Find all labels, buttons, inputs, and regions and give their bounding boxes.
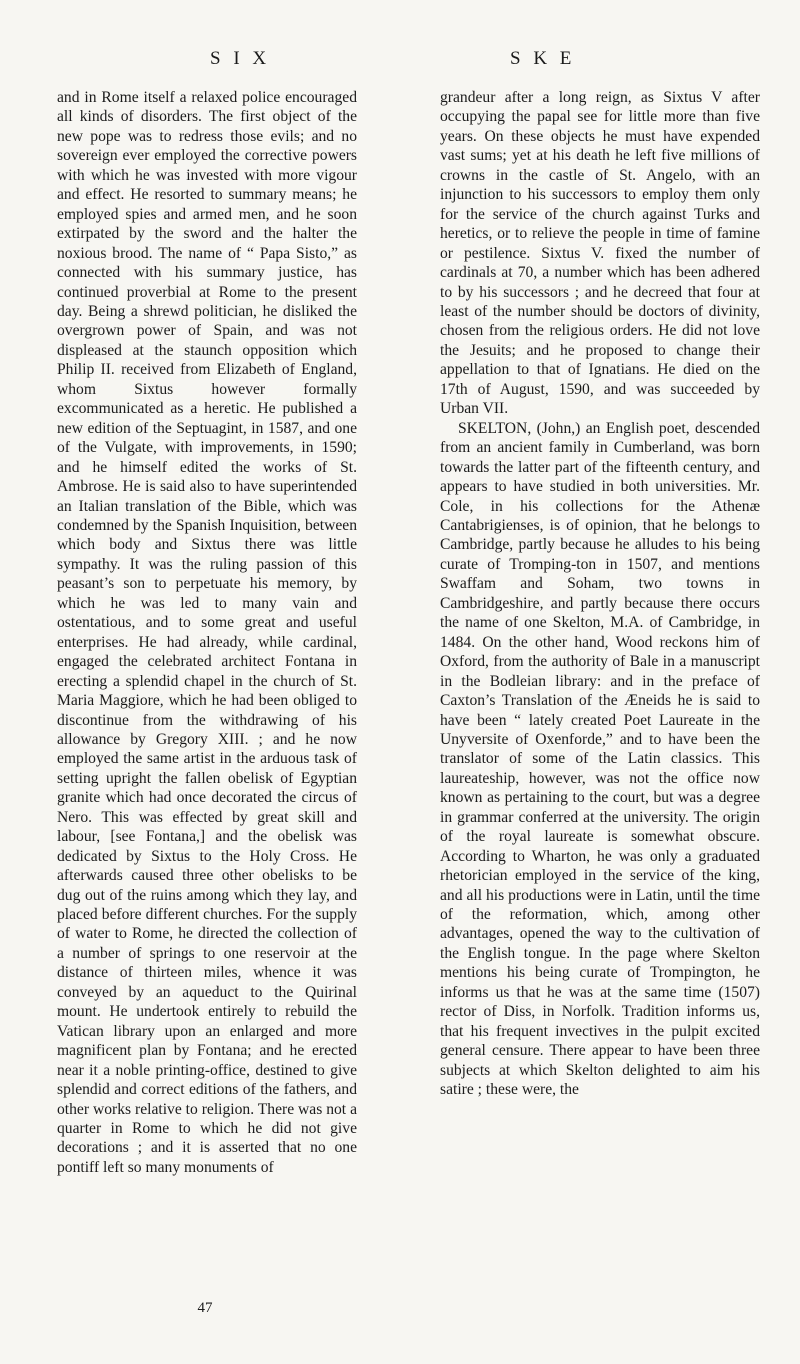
page-number: 47	[197, 1300, 213, 1316]
skelton-entry-paragraph: SKELTON, (John,) an English poet, descended from an ancient family in Cumberland, was born towards the latter part of the fifteenth century, and appears to have studied in both universities. Mr. Cole, in his collections for the Athenæ Cantabrigienses, is of opinion, that he belongs to Cambridge, partly because he alludes to his being curate of Tromping-ton in 1507, and mentions Swaffam and Soham, two towns in Cambridgeshire, and partly because there occurs the name of one Skelton, M.A. of Cambridge, in 1484. On the other hand, Wood reckons him of Oxford, from the authority of Bale in a manuscript in the Bodleian library: and in the preface of Caxton’s Translation of the Æneids he is said to have been “ lately created Poet Laureate in the Unyversite of Oxenforde,” and to have been the translator of some of the Latin classics. This laureateship, however, was not the office now known as pertaining to the court, but was a degree in grammar conferred at the university. The origin of the royal laureate is somewhat obscure. According to Wharton, he was only a graduated rhetorician employed in the service of the king, and all his productions were in Latin, until the time of the reformation, which, among other advantages, opened the way to the cultivation of the English tongue. In the page where Skelton mentions his being curate of Trompington, he informs us that he was at the same time (1507) rector of Diss, in Norfolk. Tradition informs us, that his frequent invectives in the pulpit excited general censure. There appear to have been three subjects at which Skelton delighted to aim his satire ; these were, the	[440, 419, 760, 1099]
right-column	[440, 88, 760, 1100]
left-column-paragraph: and in Rome itself a relaxed police encouraged all kinds of disorders. The first object of the new pope was to redress those evils; and no sovereign ever employed the corrective powers with which he was invested with more vigour and effect. He resorted to summary means; he employed spies and armed men, and he soon extirpated by the sword and the halter the noxious brood. The name of “ Papa Sisto,” as connected with his summary justice, has continued proverbial at Rome to the present day. Being a shrewd politician, he disliked the overgrown power of Spain, and was not displeased at the staunch opposition which Philip II. received from Elizabeth of England, whom Sixtus however formally excommunicated as a heretic. He published a new edition of the Septuagint, in 1587, and one of the Vulgate, with improvements, in 1590; and he himself edited the works of St. Ambrose. He is said also to have superintended an Italian translation of the Bible, which was condemned by the Spanish Inquisition, between which body and Sixtus there was little sympathy. It was the ruling passion of this peasant’s son to perpetuate his memory, by which he was led to many vain and ostentatious, and to some great and useful enterprises. He had already, while cardinal, engaged the celebrated architect Fontana in erecting a splendid chapel in the church of St. Maria Maggiore, which he had been obliged to discontinue from the withdrawing of his allowance by Gregory XIII. ; and he now employed the same artist in the arduous task of setting upright the fallen obelisk of Egyptian granite which had once decorated the circus of Nero. This was effected by great skill and labour, [see Fontana,] and the obelisk was dedicated by Sixtus to the Holy Cross. He afterwards caused three other obelisks to be dug out of the ruins among which they lay, and placed before different churches. For the supply of water to Rome, he directed the collection of a number of springs to one reservoir at the distance of thirteen miles, whence it was conveyed by an aqueduct to the Quirinal mount. He undertook entirely to rebuild the Vatican library upon an enlarged and more magnificent plan by Fontana; and he erected near it a noble printing-office, destined to give splendid and correct editions of the fathers, and other works relative to religion. There was not a quarter in Rome to which he did not give decorations ; and it is asserted that no one pontiff left so many monuments of	[57, 89, 357, 1176]
right-column-paragraph: grandeur after a long reign, as Sixtus V after occupying the papal see for little more than five years. On these objects he must have expended vast sums; yet at his death he left five millions of crowns in the castle of St. Angelo, with an injunction to his successors to employ them only for the service of the church against Turks and heretics, or to relieve the people in time of famine or pestilence. Sixtus V. fixed the number of cardinals at 70, a number which has been adhered to by his successors ; and he decreed that four at least of the number should be doctors of divinity, chosen from the religious orders. He did not love the Jesuits; and he proposed to change their appellation to that of Ignatians. He died on the 17th of August, 1590, and was succeeded by Urban VII.	[440, 89, 760, 418]
running-head-right: S K E	[510, 48, 576, 69]
left-column	[57, 88, 357, 1177]
running-head-left: S I X	[210, 48, 271, 69]
